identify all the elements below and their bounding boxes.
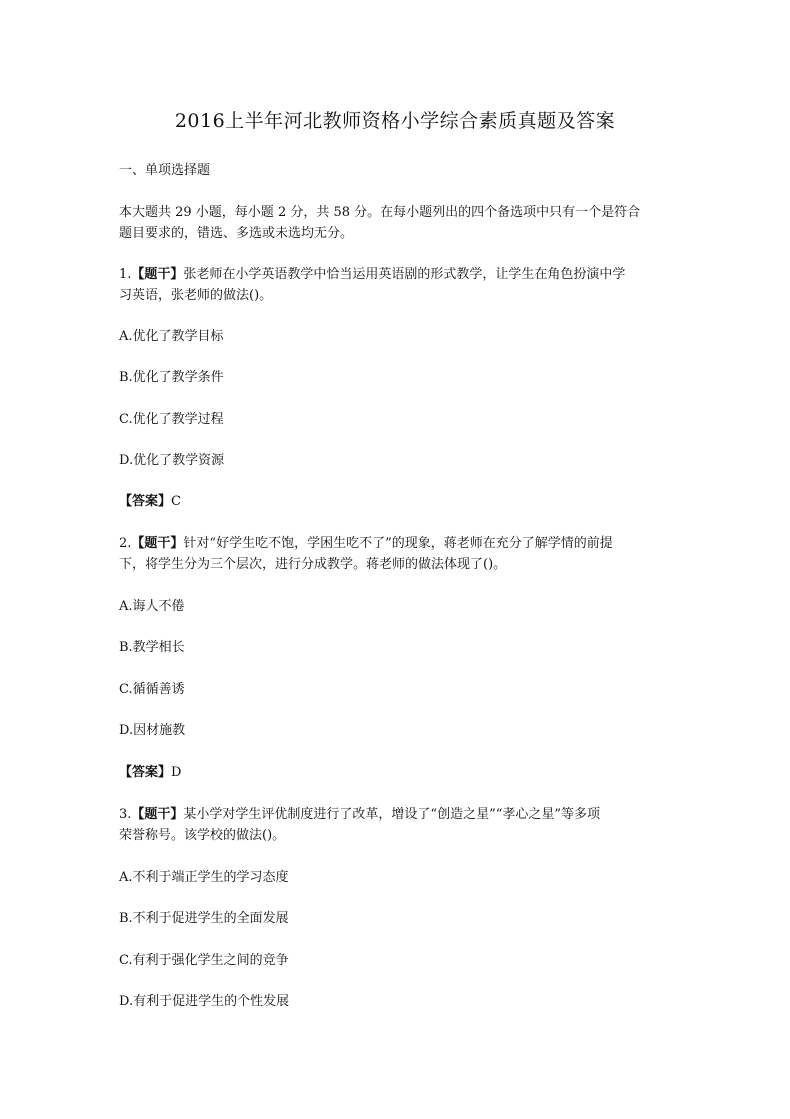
question-2-option-d: D.因材施教 <box>119 723 186 738</box>
question-2-stem <box>119 533 679 555</box>
question-number: 2. <box>119 536 132 551</box>
question-tag: 【题干】 <box>131 267 184 282</box>
question-3-option-d: D.有利于促进学生的个性发展 <box>119 994 290 1009</box>
question-3-stem-cont: 荣誉称号。该学校的做法()。 <box>119 828 286 843</box>
question-stem-text: 张老师在小学英语教学中恰当运用英语剧的形式教学，让学生在角色扮演中学 <box>183 267 626 282</box>
question-3-option-b: B.不利于促进学生的全面发展 <box>119 911 289 926</box>
question-stem-text: 某小学对学生评优制度进行了改革，增设了“创造之星”“孝心之星”等多项 <box>183 807 601 822</box>
question-3-option-a: A.不利于端正学生的学习态度 <box>119 870 289 885</box>
question-2-option-c: C.循循善诱 <box>119 682 185 697</box>
question-1-answer <box>119 491 679 513</box>
question-number: 3. <box>119 807 132 822</box>
question-1-option-a: A.优化了教学目标 <box>119 329 224 344</box>
question-3-stem <box>119 804 679 826</box>
question-2-option-b: B.教学相长 <box>119 640 185 655</box>
document-title: 2016上半年河北教师资格小学综合素质真题及答案 <box>174 110 616 132</box>
answer-tag: 【答案】 <box>119 765 172 780</box>
question-2-answer <box>119 762 679 784</box>
question-2-option-a: A.诲人不倦 <box>119 599 185 614</box>
question-1-option-b: B.优化了教学条件 <box>119 370 224 385</box>
intro-line-1: 本大题共 29 小题，每小题 2 分，共 58 分。在每小题列出的四个备选项中只有一个是符合 <box>119 205 641 220</box>
question-1-option-c: C.优化了教学过程 <box>119 412 224 427</box>
section-heading: 一、单项选择题 <box>119 163 211 178</box>
question-2-stem-cont: 下，将学生分为三个层次，进行分成教学。蒋老师的做法体现了()。 <box>119 557 507 572</box>
question-tag: 【题干】 <box>131 807 184 822</box>
question-3-option-c: C.有利于强化学生之间的竞争 <box>119 953 289 968</box>
answer-value: D <box>171 765 182 780</box>
question-1-stem <box>119 264 679 286</box>
question-1-stem-cont: 习英语，张老师的做法()。 <box>119 288 273 303</box>
question-tag: 【题干】 <box>131 536 184 551</box>
question-number: 1. <box>119 267 132 282</box>
answer-tag: 【答案】 <box>119 494 172 509</box>
answer-value: C <box>171 494 181 509</box>
question-1-option-d: D.优化了教学资源 <box>119 453 225 468</box>
question-stem-text: 针对“好学生吃不饱，学困生吃不了”的现象，蒋老师在充分了解学情的前提 <box>183 536 613 551</box>
intro-line-2: 题目要求的，错选、多选或未选均无分。 <box>119 226 354 241</box>
